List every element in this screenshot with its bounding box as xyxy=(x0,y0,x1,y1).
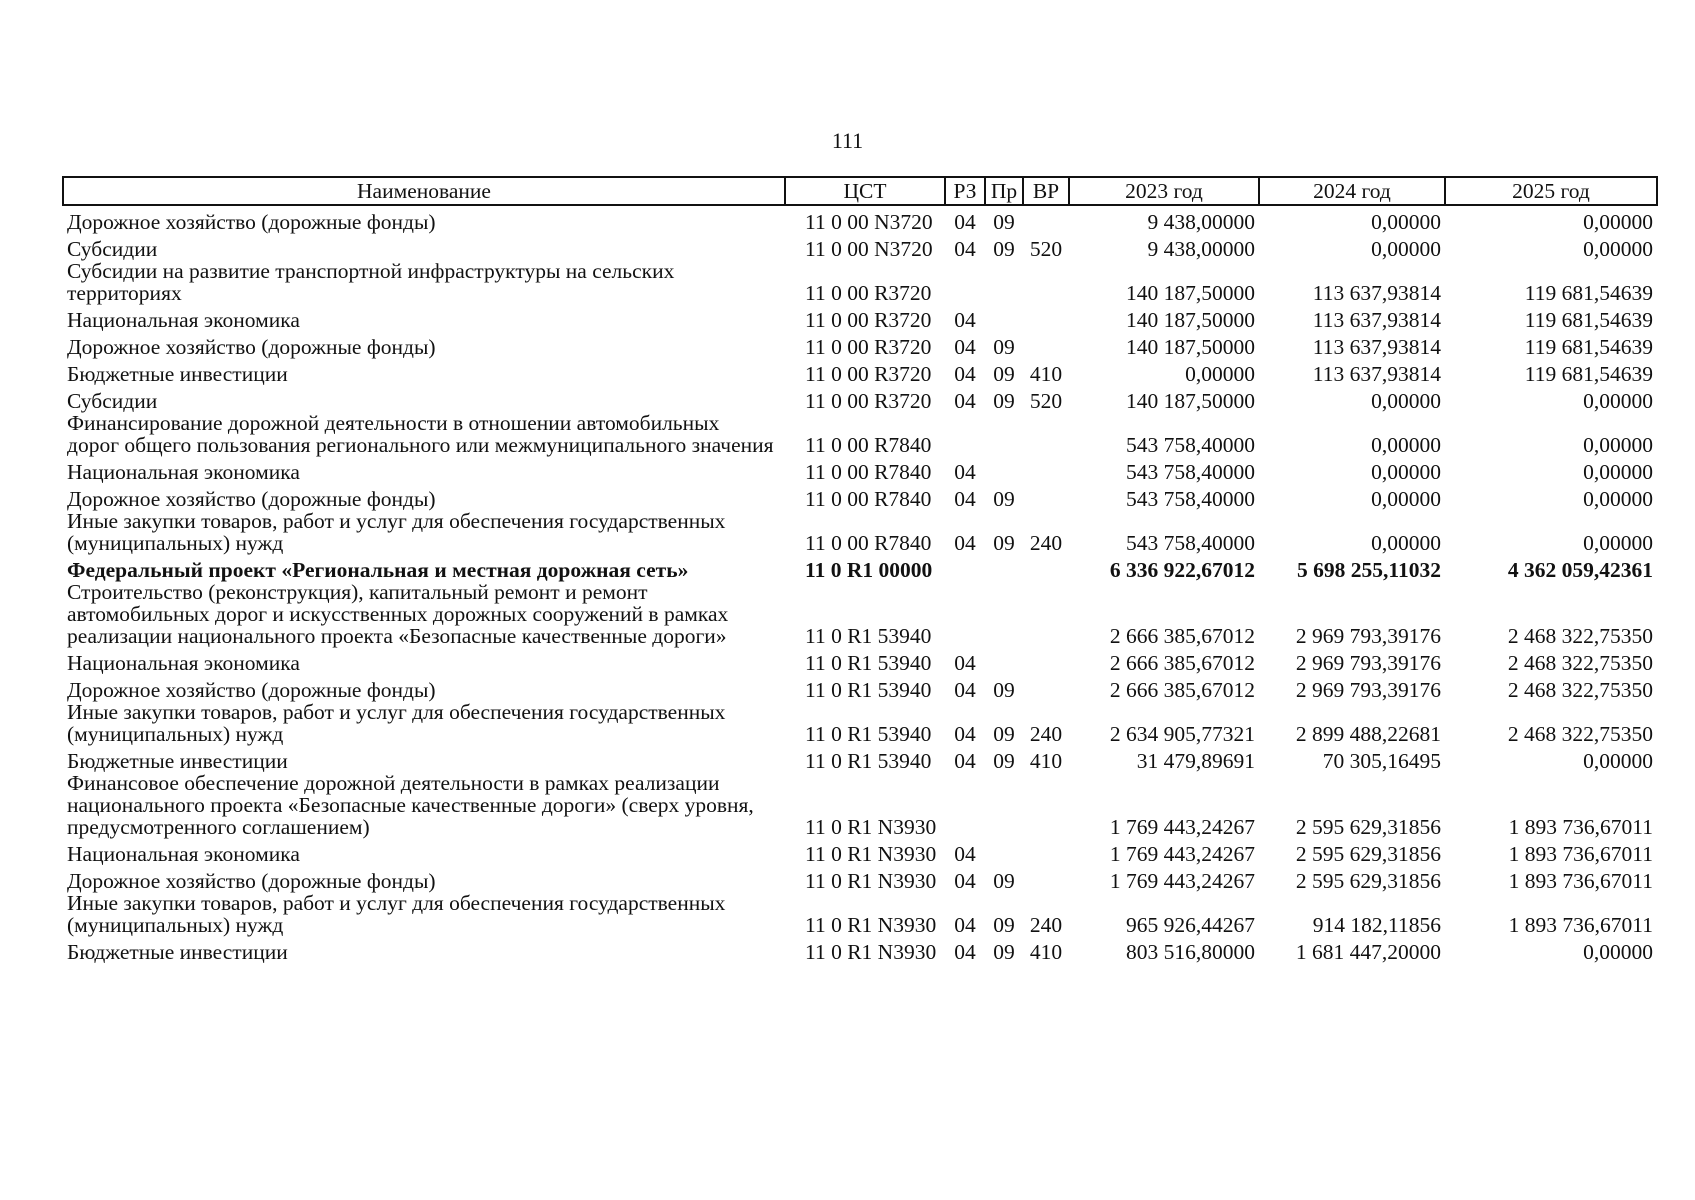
cell-name: Иные закупки товаров, работ и услуг для обеспечения государственных (муниципальных) нужд xyxy=(67,891,726,937)
cell-vr: 240 xyxy=(1029,722,1063,746)
cell-2023: 140 187,50000 xyxy=(1126,308,1255,332)
table-header-row xyxy=(63,177,1657,205)
cell-2024: 113 637,93814 xyxy=(1312,362,1441,386)
table-row xyxy=(63,581,1657,647)
cell-cst: 11 0 R1 53940 xyxy=(805,749,932,773)
cell-2024: 2 899 488,22681 xyxy=(1295,722,1441,746)
cell-rz xyxy=(945,412,985,456)
cell-pr: 09 xyxy=(993,210,1015,234)
cell-name: Дорожное хозяйство (дорожные фонды) xyxy=(67,210,436,234)
cell-2024: 2 595 629,31856 xyxy=(1295,869,1441,893)
table-row xyxy=(63,865,1657,892)
table-row xyxy=(63,304,1657,331)
cell-pr xyxy=(985,581,1023,647)
header-name: Наименование xyxy=(63,177,785,205)
cell-vr: 520 xyxy=(1029,389,1063,413)
cell-2024: 0,00000 xyxy=(1371,237,1441,261)
cell-2023: 543 758,40000 xyxy=(1126,460,1255,484)
cell-cst: 11 0 00 R7840 xyxy=(805,460,932,484)
cell-2024: 2 969 793,39176 xyxy=(1295,651,1441,675)
cell-vr: 410 xyxy=(1029,362,1063,386)
cell-2025: 0,00000 xyxy=(1583,531,1653,555)
cell-pr: 09 xyxy=(993,389,1015,413)
cell-rz: 04 xyxy=(954,913,976,937)
cell-rz: 04 xyxy=(954,237,976,261)
cell-cst: 11 0 00 R3720 xyxy=(805,281,932,305)
cell-2023: 6 336 922,67012 xyxy=(1109,558,1255,582)
cell-2023: 9 438,00000 xyxy=(1147,210,1255,234)
table-row xyxy=(63,554,1657,581)
table-row xyxy=(63,701,1657,745)
cell-pr xyxy=(985,412,1023,456)
cell-2023: 9 438,00000 xyxy=(1147,237,1255,261)
cell-pr: 09 xyxy=(993,237,1015,261)
cell-pr: 09 xyxy=(993,335,1015,359)
cell-2025: 119 681,54639 xyxy=(1524,335,1653,359)
cell-name: Бюджетные инвестиции xyxy=(67,362,288,386)
cell-vr: 410 xyxy=(1029,940,1063,964)
cell-2025: 2 468 322,75350 xyxy=(1507,651,1653,675)
cell-rz: 04 xyxy=(954,308,976,332)
cell-vr: 520 xyxy=(1029,237,1063,261)
cell-vr xyxy=(1023,412,1069,456)
cell-2025: 0,00000 xyxy=(1583,460,1653,484)
cell-2024: 0,00000 xyxy=(1371,460,1441,484)
table-row xyxy=(63,385,1657,412)
cell-rz: 04 xyxy=(954,869,976,893)
cell-pr xyxy=(985,260,1023,304)
table-body xyxy=(63,205,1657,963)
cell-vr: 240 xyxy=(1029,531,1063,555)
table-row xyxy=(63,456,1657,483)
cell-cst: 11 0 00 R3720 xyxy=(805,335,932,359)
header-rz: РЗ xyxy=(945,177,985,205)
cell-2025: 0,00000 xyxy=(1583,237,1653,261)
cell-2023: 2 634 905,77321 xyxy=(1109,722,1255,746)
cell-vr: 240 xyxy=(1029,913,1063,937)
table-row xyxy=(63,331,1657,358)
cell-name: Национальная экономика xyxy=(67,460,300,484)
table-row xyxy=(63,892,1657,936)
cell-cst: 11 0 R1 53940 xyxy=(805,678,932,702)
cell-2024: 113 637,93814 xyxy=(1312,281,1441,305)
cell-rz: 04 xyxy=(954,722,976,746)
header-pr: Пр xyxy=(985,177,1023,205)
cell-pr: 09 xyxy=(993,869,1015,893)
table-row xyxy=(63,483,1657,510)
cell-name: Национальная экономика xyxy=(67,651,300,675)
cell-vr xyxy=(1023,304,1069,331)
cell-2025: 0,00000 xyxy=(1583,940,1653,964)
cell-2023: 0,00000 xyxy=(1185,362,1255,386)
header-2023: 2023 год xyxy=(1069,177,1259,205)
cell-name: Дорожное хозяйство (дорожные фонды) xyxy=(67,869,436,893)
cell-2023: 543 758,40000 xyxy=(1126,433,1255,457)
cell-2024: 1 681 447,20000 xyxy=(1295,940,1441,964)
cell-2024: 0,00000 xyxy=(1371,487,1441,511)
cell-name: Субсидии на развитие транспортной инфраструктуры на сельских территориях xyxy=(67,259,675,305)
cell-2025: 119 681,54639 xyxy=(1524,308,1653,332)
cell-2025: 1 893 736,67011 xyxy=(1508,815,1653,839)
cell-vr xyxy=(1023,647,1069,674)
cell-cst: 11 0 00 R7840 xyxy=(805,531,932,555)
cell-vr xyxy=(1023,581,1069,647)
cell-pr xyxy=(985,456,1023,483)
cell-vr xyxy=(1023,838,1069,865)
cell-vr xyxy=(1023,331,1069,358)
cell-cst: 11 0 R1 N3930 xyxy=(805,842,937,866)
table-row xyxy=(63,233,1657,260)
cell-rz xyxy=(945,581,985,647)
cell-2023: 543 758,40000 xyxy=(1126,531,1255,555)
cell-name: Субсидии xyxy=(67,237,158,261)
cell-2023: 2 666 385,67012 xyxy=(1109,624,1255,648)
cell-pr xyxy=(985,304,1023,331)
cell-rz: 04 xyxy=(954,362,976,386)
page-number: 111 xyxy=(831,128,864,153)
cell-2023: 2 666 385,67012 xyxy=(1109,678,1255,702)
cell-2025: 2 468 322,75350 xyxy=(1507,678,1653,702)
cell-2024: 2 969 793,39176 xyxy=(1295,678,1441,702)
cell-2023: 31 479,89691 xyxy=(1136,749,1255,773)
cell-pr: 09 xyxy=(993,531,1015,555)
cell-rz: 04 xyxy=(954,651,976,675)
table-row xyxy=(63,205,1657,233)
cell-vr xyxy=(1023,772,1069,838)
cell-rz xyxy=(945,554,985,581)
cell-vr xyxy=(1023,205,1069,233)
cell-pr xyxy=(985,772,1023,838)
cell-cst: 11 0 R1 N3930 xyxy=(805,815,937,839)
cell-2024: 0,00000 xyxy=(1371,531,1441,555)
cell-cst: 11 0 R1 53940 xyxy=(805,722,932,746)
cell-pr: 09 xyxy=(993,678,1015,702)
cell-cst: 11 0 00 N3720 xyxy=(805,210,933,234)
cell-2024: 914 182,11856 xyxy=(1312,913,1441,937)
cell-cst: 11 0 00 R7840 xyxy=(805,433,932,457)
cell-pr xyxy=(985,838,1023,865)
cell-name: Национальная экономика xyxy=(67,308,300,332)
cell-2023: 2 666 385,67012 xyxy=(1109,651,1255,675)
cell-name: Федеральный проект «Региональная и местная дорожная сеть» xyxy=(67,558,689,582)
cell-2024: 113 637,93814 xyxy=(1312,335,1441,359)
cell-name: Финансовое обеспечение дорожной деятельности в рамках реализации национального проекта «Безопасные качественные дороги» (сверх уровня, предусмотренного соглашением) xyxy=(67,771,754,839)
cell-2025: 0,00000 xyxy=(1583,749,1653,773)
cell-rz xyxy=(945,260,985,304)
cell-cst: 11 0 R1 00000 xyxy=(805,558,933,582)
cell-2024: 0,00000 xyxy=(1371,210,1441,234)
cell-cst: 11 0 R1 53940 xyxy=(805,624,932,648)
cell-name: Финансирование дорожной деятельности в отношении автомобильных дорог общего пользования регионального или межмуниципального значения xyxy=(67,411,774,457)
cell-rz: 04 xyxy=(954,842,976,866)
cell-cst: 11 0 00 N3720 xyxy=(805,237,933,261)
table-row xyxy=(63,772,1657,838)
cell-rz xyxy=(945,772,985,838)
cell-2025: 0,00000 xyxy=(1583,389,1653,413)
cell-2025: 4 362 059,42361 xyxy=(1507,558,1653,582)
cell-2023: 140 187,50000 xyxy=(1126,335,1255,359)
cell-2024: 70 305,16495 xyxy=(1322,749,1441,773)
header-2025: 2025 год xyxy=(1445,177,1657,205)
cell-2025: 1 893 736,67011 xyxy=(1508,913,1653,937)
cell-cst: 11 0 00 R3720 xyxy=(805,308,932,332)
cell-2024: 2 595 629,31856 xyxy=(1295,842,1441,866)
cell-2023: 1 769 443,24267 xyxy=(1109,869,1255,893)
cell-vr xyxy=(1023,260,1069,304)
cell-2024: 113 637,93814 xyxy=(1312,308,1441,332)
cell-pr xyxy=(985,647,1023,674)
cell-rz: 04 xyxy=(954,389,976,413)
cell-2025: 2 468 322,75350 xyxy=(1507,624,1653,648)
cell-vr xyxy=(1023,865,1069,892)
cell-pr xyxy=(985,554,1023,581)
cell-vr: 410 xyxy=(1029,749,1063,773)
cell-name: Дорожное хозяйство (дорожные фонды) xyxy=(67,487,436,511)
cell-rz: 04 xyxy=(954,531,976,555)
cell-vr xyxy=(1023,483,1069,510)
cell-2025: 0,00000 xyxy=(1583,487,1653,511)
cell-name: Бюджетные инвестиции xyxy=(67,749,288,773)
header-2024: 2024 год xyxy=(1259,177,1445,205)
cell-2025: 0,00000 xyxy=(1583,433,1653,457)
cell-rz: 04 xyxy=(954,678,976,702)
cell-2024: 5 698 255,11032 xyxy=(1297,558,1441,582)
cell-rz: 04 xyxy=(954,487,976,511)
cell-2023: 1 769 443,24267 xyxy=(1109,842,1255,866)
cell-cst: 11 0 R1 53940 xyxy=(805,651,932,675)
cell-cst: 11 0 R1 N3930 xyxy=(805,869,937,893)
cell-pr: 09 xyxy=(993,722,1015,746)
cell-2025: 119 681,54639 xyxy=(1524,281,1653,305)
cell-pr: 09 xyxy=(993,487,1015,511)
cell-2024: 0,00000 xyxy=(1371,433,1441,457)
cell-2025: 0,00000 xyxy=(1583,210,1653,234)
cell-2023: 140 187,50000 xyxy=(1126,389,1255,413)
cell-name: Иные закупки товаров, работ и услуг для обеспечения государственных (муниципальных) нужд xyxy=(67,509,726,555)
cell-rz: 04 xyxy=(954,335,976,359)
cell-name: Иные закупки товаров, работ и услуг для обеспечения государственных (муниципальных) нужд xyxy=(67,700,726,746)
cell-pr: 09 xyxy=(993,913,1015,937)
cell-pr: 09 xyxy=(993,362,1015,386)
cell-2025: 1 893 736,67011 xyxy=(1508,869,1653,893)
cell-name: Национальная экономика xyxy=(67,842,300,866)
cell-2023: 140 187,50000 xyxy=(1126,281,1255,305)
table-row xyxy=(63,647,1657,674)
cell-name: Строительство (реконструкция), капитальный ремонт и ремонт автомобильных дорог и искусственных дорожных сооружений в рамках реализации национального проекта «Безопасные качественные дороги» xyxy=(67,580,729,648)
cell-cst: 11 0 R1 N3930 xyxy=(805,913,937,937)
cell-2024: 2 595 629,31856 xyxy=(1295,815,1441,839)
cell-cst: 11 0 00 R7840 xyxy=(805,487,932,511)
cell-vr xyxy=(1023,456,1069,483)
cell-2025: 1 893 736,67011 xyxy=(1508,842,1653,866)
cell-2023: 803 516,80000 xyxy=(1126,940,1255,964)
table-row xyxy=(63,260,1657,304)
cell-name: Бюджетные инвестиции xyxy=(67,940,288,964)
cell-rz: 04 xyxy=(954,460,976,484)
cell-rz: 04 xyxy=(954,210,976,234)
header-vr: ВР xyxy=(1023,177,1069,205)
cell-cst: 11 0 00 R3720 xyxy=(805,389,932,413)
cell-2025: 2 468 322,75350 xyxy=(1507,722,1653,746)
cell-2023: 965 926,44267 xyxy=(1126,913,1255,937)
cell-vr xyxy=(1023,674,1069,701)
table-row xyxy=(63,510,1657,554)
table-row xyxy=(63,936,1657,963)
cell-vr xyxy=(1023,554,1069,581)
cell-rz: 04 xyxy=(954,940,976,964)
cell-name: Дорожное хозяйство (дорожные фонды) xyxy=(67,678,436,702)
table-row xyxy=(63,745,1657,772)
cell-2023: 1 769 443,24267 xyxy=(1109,815,1255,839)
budget-table xyxy=(62,176,1658,963)
cell-pr: 09 xyxy=(993,940,1015,964)
table-row xyxy=(63,674,1657,701)
cell-cst: 11 0 R1 N3930 xyxy=(805,940,937,964)
cell-2024: 0,00000 xyxy=(1371,389,1441,413)
cell-pr: 09 xyxy=(993,749,1015,773)
header-cst: ЦСТ xyxy=(785,177,945,205)
cell-name: Дорожное хозяйство (дорожные фонды) xyxy=(67,335,436,359)
cell-cst: 11 0 00 R3720 xyxy=(805,362,932,386)
cell-2023: 543 758,40000 xyxy=(1126,487,1255,511)
cell-2024: 2 969 793,39176 xyxy=(1295,624,1441,648)
cell-rz: 04 xyxy=(954,749,976,773)
table-row xyxy=(63,358,1657,385)
cell-2025: 119 681,54639 xyxy=(1524,362,1653,386)
cell-name: Субсидии xyxy=(67,389,158,413)
table-row xyxy=(63,412,1657,456)
table-row xyxy=(63,838,1657,865)
